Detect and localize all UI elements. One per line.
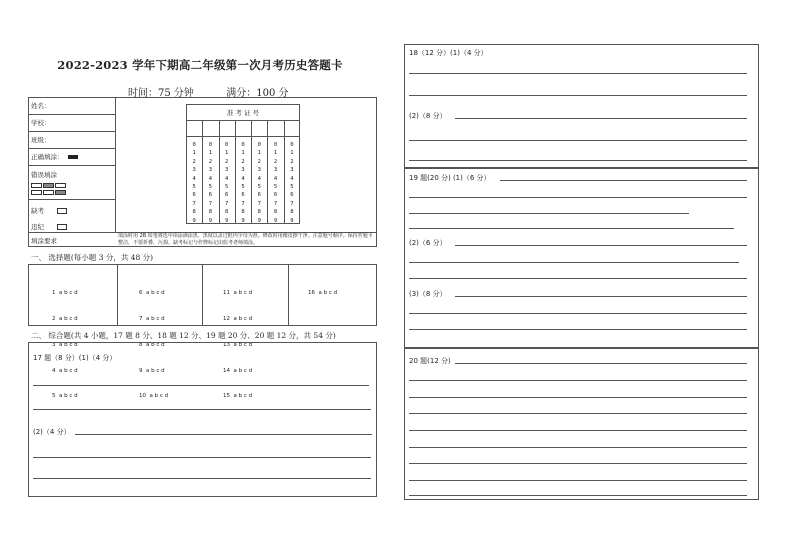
exam-number-digit[interactable]: 0 [257,142,261,148]
exam-number-digit[interactable]: 8 [290,209,294,216]
q18-part1-label: 18（12 分）(1)（4 分） [409,49,488,57]
q17-part2-label: (2)（4 分） [33,428,71,436]
exam-number-digit[interactable]: 5 [225,184,229,191]
q20-answer-box [404,348,759,500]
exam-number-digit[interactable]: 3 [208,167,213,174]
answer-line[interactable] [409,430,747,431]
exam-number-digit[interactable]: 9 [208,217,213,224]
exam-number-digit[interactable]: 5 [241,184,245,191]
exam-number-digit[interactable]: 3 [257,167,261,174]
exam-number-digit[interactable]: 7 [241,200,245,207]
exam-number-digit-column[interactable] [206,141,214,225]
exam-number-digit-column[interactable] [190,141,198,225]
wrong-fill-examples [31,183,91,195]
exam-number-digit[interactable]: 6 [241,192,245,199]
answer-line[interactable] [33,409,371,410]
answer-line[interactable] [33,478,371,479]
exam-number-digit[interactable]: 2 [273,158,278,165]
exam-number-digit[interactable]: 9 [257,217,261,224]
exam-number-digit[interactable]: 9 [273,217,278,224]
correct-fill-mark [68,155,78,159]
exam-number-digit[interactable]: 4 [273,175,278,182]
exam-number-digit[interactable]: 4 [225,175,229,182]
correct-fill-label: 正确填涂： [31,153,64,161]
exam-number-digit[interactable]: 6 [192,192,196,199]
exam-number-digit[interactable]: 5 [192,184,196,191]
choice-row[interactable]: 9 a b c d [139,367,165,374]
exam-number-digit[interactable]: 8 [225,209,229,216]
exam-number-digit[interactable]: 5 [257,184,261,191]
choice-row[interactable]: 4 a b c d [52,367,78,374]
choice-row[interactable]: 13 a b c d [223,341,253,348]
section1-heading: 一、 选择题(每小题 3 分，共 48 分) [31,253,154,262]
exam-number-digit[interactable]: 4 [290,175,294,182]
page-title: 2022-2023 学年下期高二年级第一次月考历史答题卡 [57,58,343,72]
answer-line[interactable] [409,447,747,448]
q18-part2-label: (2)（8 分） [409,112,447,120]
exam-number-digit[interactable]: 4 [257,175,261,182]
q17-part1-label: 17 题（8 分）(1)（4 分） [33,354,117,362]
choice-row[interactable]: 7 a b c d [139,315,165,322]
exam-number-digit[interactable]: 0 [192,142,196,148]
answer-line[interactable] [409,262,739,263]
exam-number-digit[interactable]: 5 [208,184,213,191]
answer-line[interactable] [75,434,372,435]
choice-row[interactable]: 12 a b c d [223,315,253,322]
choice-row[interactable]: 11 a b c d [223,290,253,297]
wrong-fill-label: 错误填涂 [31,171,57,179]
exam-number-digit[interactable]: 4 [192,175,196,182]
exam-number-digit[interactable]: 9 [241,217,245,224]
answer-line[interactable] [409,140,747,141]
exam-number-digit[interactable]: 1 [290,150,294,157]
exam-number-digit[interactable]: 7 [225,200,229,207]
exam-number-digit[interactable]: 2 [290,158,294,165]
exam-number-digit[interactable]: 1 [192,150,196,157]
q18-answer-box [404,44,759,168]
exam-number-digit[interactable]: 6 [225,192,229,199]
name-label: 姓名： [31,102,51,110]
exam-number-digit[interactable]: 8 [192,209,196,216]
answer-line[interactable] [409,95,747,96]
school-label: 学校： [31,119,51,127]
answer-line[interactable] [409,397,747,398]
answer-line[interactable] [455,363,747,364]
choice-row[interactable]: 10 a b c d [139,393,169,400]
exam-number-digit-column[interactable] [223,141,231,225]
exam-number-digit[interactable]: 4 [241,175,245,182]
exam-number-digit[interactable]: 0 [273,142,278,148]
choice-row[interactable]: 8 a b c d [139,341,165,348]
exam-number-digit[interactable]: 0 [225,142,229,148]
answer-line[interactable] [455,118,747,119]
violation-box[interactable] [57,224,67,230]
absent-box[interactable] [57,208,67,214]
answer-line[interactable] [500,180,747,181]
choice-row[interactable]: 6 a b c d [139,290,165,297]
section2-heading: 二、 综合题(共 4 小题，17 题 8 分、18 题 12 分、19 题 20 分、20 题 12 分，共 54 分) [31,331,336,340]
answer-line[interactable] [409,313,747,314]
exam-number-digit[interactable]: 5 [290,184,294,191]
q19-answer-box [404,168,759,348]
exam-number-digit[interactable]: 7 [290,200,294,207]
exam-number-digit[interactable]: 1 [241,150,245,157]
exam-number-digit[interactable]: 8 [241,209,245,216]
class-label: 班级： [31,136,51,144]
q19-part3-label: (3)（8 分） [409,290,447,298]
exam-number-digit[interactable]: 6 [257,192,261,199]
answer-line[interactable] [409,380,747,381]
answer-line[interactable] [409,413,747,414]
exam-number-digit[interactable]: 9 [290,217,294,224]
answer-line[interactable] [409,495,747,496]
exam-number-digit[interactable]: 1 [208,150,213,157]
answer-line[interactable] [409,329,747,330]
q20-label: 20 题(12 分) [409,357,451,365]
exam-number-digit[interactable]: 7 [208,200,213,207]
choice-row[interactable]: 3 a b c d [52,341,78,348]
exam-number-digit[interactable]: 0 [208,142,213,148]
exam-number-digit[interactable]: 6 [290,192,294,199]
q19-part1-label: 19 题(20 分) (1)（6 分） [409,174,491,182]
exam-number-digit[interactable]: 1 [273,150,278,157]
exam-number-digit[interactable]: 5 [273,184,278,191]
answer-line[interactable] [455,296,747,297]
answer-line[interactable] [409,228,734,229]
exam-number-digit[interactable]: 2 [241,158,245,165]
exam-number-digit[interactable]: 0 [241,142,245,148]
answer-line[interactable] [409,73,747,74]
exam-number-digit[interactable]: 1 [225,150,229,157]
answer-line[interactable] [409,213,689,214]
exam-number-label: 准 考 证 号 [226,109,260,117]
exam-number-digit-column[interactable] [239,141,247,225]
exam-number-digit[interactable]: 7 [257,200,261,207]
q19-part2-label: (2)（6 分） [409,239,447,247]
choice-row[interactable]: 15 a b c d [223,393,253,400]
exam-score: 满分：100 分 [226,88,289,99]
exam-number-digit[interactable]: 3 [290,167,294,174]
choice-row[interactable]: 5 a b c d [52,393,78,400]
answer-line[interactable] [409,278,747,279]
exam-number-digit-column[interactable] [272,141,280,225]
exam-number-digit[interactable]: 3 [241,167,245,174]
answer-line[interactable] [409,160,747,161]
exam-number-digit[interactable]: 2 [225,158,229,165]
absent-label: 缺考 [31,207,44,215]
answer-line[interactable] [33,385,369,386]
exam-number-digit[interactable]: 6 [273,192,278,199]
answer-line[interactable] [409,197,747,198]
exam-number-digit[interactable]: 9 [192,217,196,224]
exam-number-digit[interactable]: 3 [273,167,278,174]
exam-time: 时间：75 分钟 [128,88,194,99]
q17-answer-box [28,342,377,497]
exam-number-digit[interactable]: 3 [192,167,196,174]
choice-row[interactable]: 14 a b c d [223,367,253,374]
exam-number-digit[interactable]: 2 [192,158,196,165]
choice-col-4[interactable] [308,272,337,306]
exam-number-digit[interactable]: 9 [225,217,229,224]
exam-number-digit[interactable]: 4 [208,175,213,182]
exam-number-digit[interactable]: 8 [273,209,278,216]
answer-line[interactable] [409,463,747,464]
answer-line[interactable] [455,245,747,246]
exam-number-digit[interactable]: 2 [208,158,213,165]
fill-requirement-text: 填涂时用 2B 铅笔将选中项涂满涂黑，黑度以盖过框内字母为准。修改时用橡皮擦干净。注意题号顺序。保持答题卡整洁，不要折叠、污损。缺考标记与作弊标记由监考老师填涂。 [118,233,373,246]
exam-number-digit[interactable]: 7 [273,200,278,207]
violation-label: 违纪 [31,223,44,231]
exam-number-digit[interactable]: 2 [257,158,261,165]
answer-line[interactable] [409,480,747,481]
choice-row[interactable]: 16 a b c d [308,290,338,297]
exam-number-digit[interactable]: 3 [225,167,229,174]
exam-number-digit[interactable]: 8 [208,209,213,216]
exam-number-digit[interactable]: 6 [208,192,213,199]
exam-number-digit[interactable]: 0 [290,142,294,148]
choice-row[interactable]: 1 a b c d [52,290,78,297]
exam-number-digit-column[interactable] [255,141,263,225]
exam-number-digit[interactable]: 8 [257,209,261,216]
choice-row[interactable]: 2 a b c d [52,315,78,322]
exam-number-digit[interactable]: 1 [257,150,261,157]
exam-number-digit-column[interactable] [288,141,296,225]
answer-line[interactable] [33,457,371,458]
fill-requirement-label: 填涂要求 [31,237,57,245]
exam-number-digit[interactable]: 7 [192,200,196,207]
